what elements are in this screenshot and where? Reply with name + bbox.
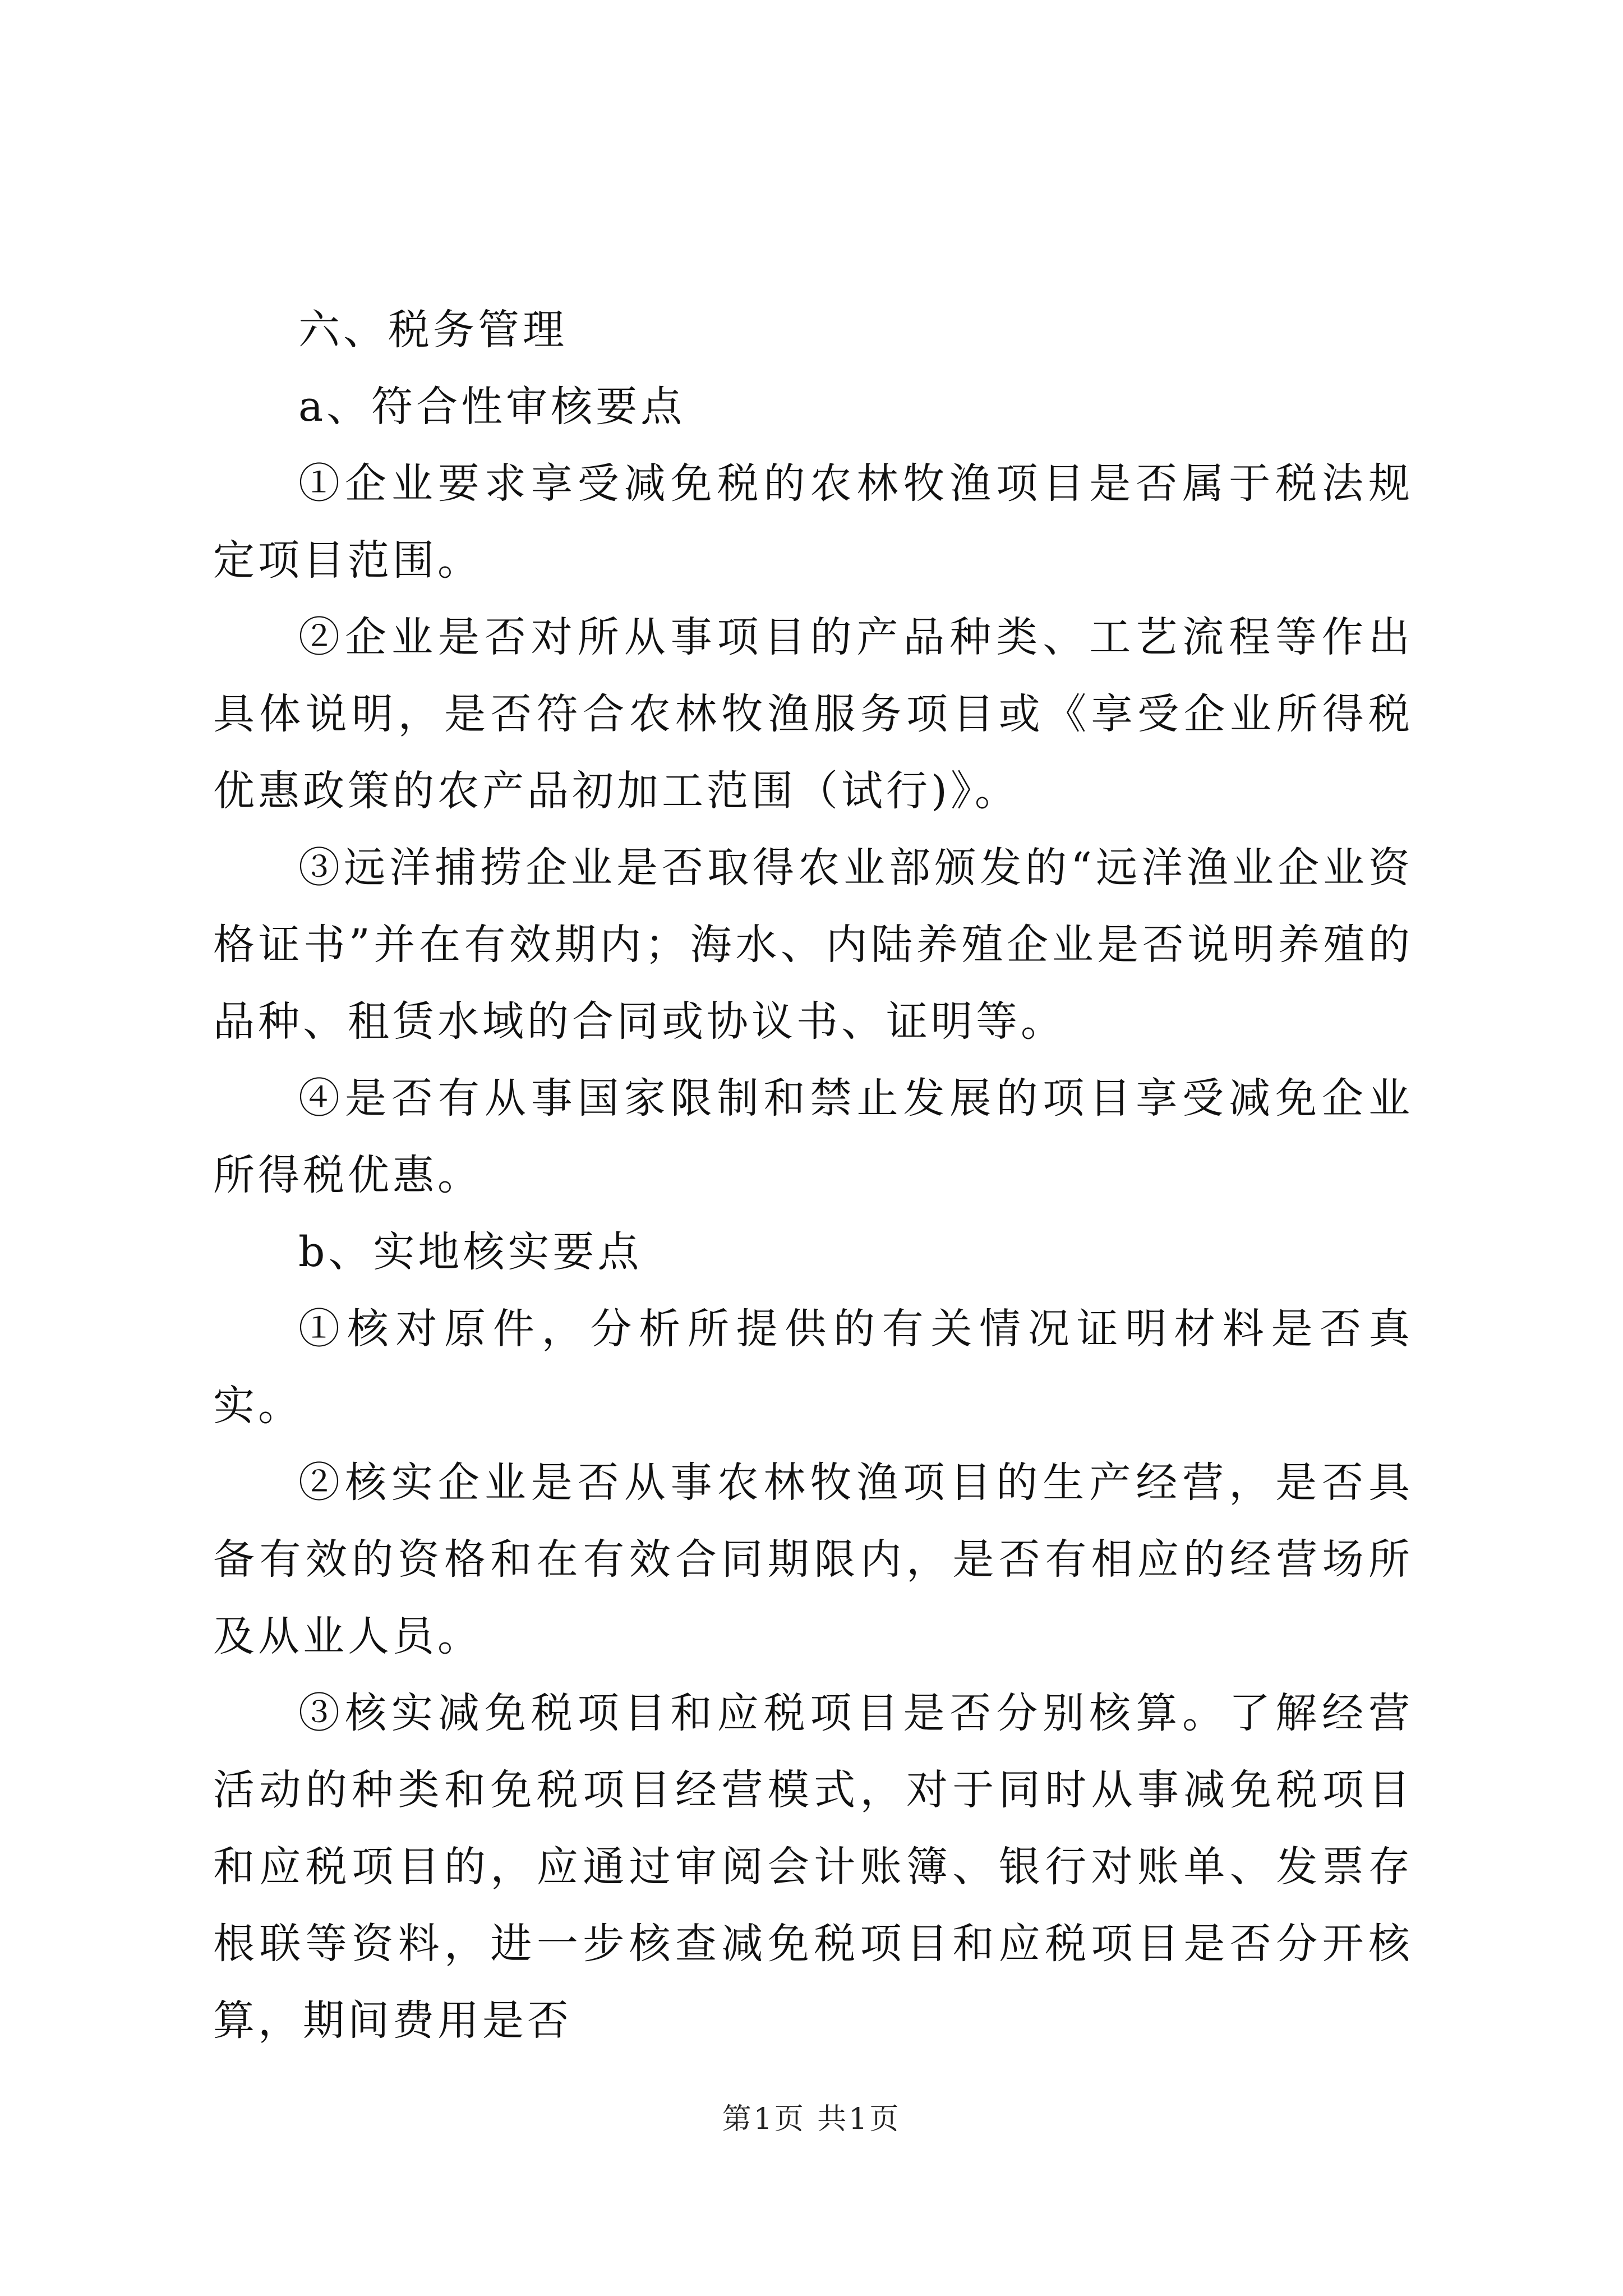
paragraph: ④是否有从事国家限制和禁止发展的项目享受减免企业所得税优惠。 bbox=[213, 1074, 1413, 1199]
subsection-heading: a、符合性审核要点 bbox=[298, 383, 686, 431]
document-body bbox=[213, 292, 1413, 2059]
paragraph: ①核对原件，分析所提供的有关情况证明材料是否真实。 bbox=[213, 1305, 1413, 1430]
paragraph: ②企业是否对所从事项目的产品种类、工艺流程等作出具体说明，是否符合农林牧渔服务项目或《享受企业所得税优惠政策的农产品初加工范围（试行)》。 bbox=[213, 613, 1413, 815]
paragraph: ③核实减免税项目和应税项目是否分别核算。了解经营活动的种类和免税项目经营模式，对于同时从事减免税项目和应税项目的，应通过审阅会计账簿、银行对账单、发票存根联等资料，进一步核查减免税项目和应税项目是否分开核算，期间费用是否 bbox=[213, 1689, 1413, 2045]
subsection-heading: b、实地核实要点 bbox=[298, 1228, 643, 1276]
paragraph: ①企业要求享受减免税的农林牧渔项目是否属于税法规定项目范围。 bbox=[213, 459, 1413, 585]
section-heading: 六、税务管理 bbox=[298, 306, 568, 354]
paragraph: ③远洋捕捞企业是否取得农业部颁发的“远洋渔业企业资格证书”并在有效期内；海水、内陆养殖企业是否说明养殖的品种、租赁水域的合同或协议书、证明等。 bbox=[213, 844, 1413, 1046]
paragraph: ②核实企业是否从事农林牧渔项目的生产经营，是否具备有效的资格和在有效合同期限内，是否有相应的经营场所及从业人员。 bbox=[213, 1458, 1413, 1660]
page-footer: 第1页 共1页 bbox=[722, 2102, 901, 2136]
